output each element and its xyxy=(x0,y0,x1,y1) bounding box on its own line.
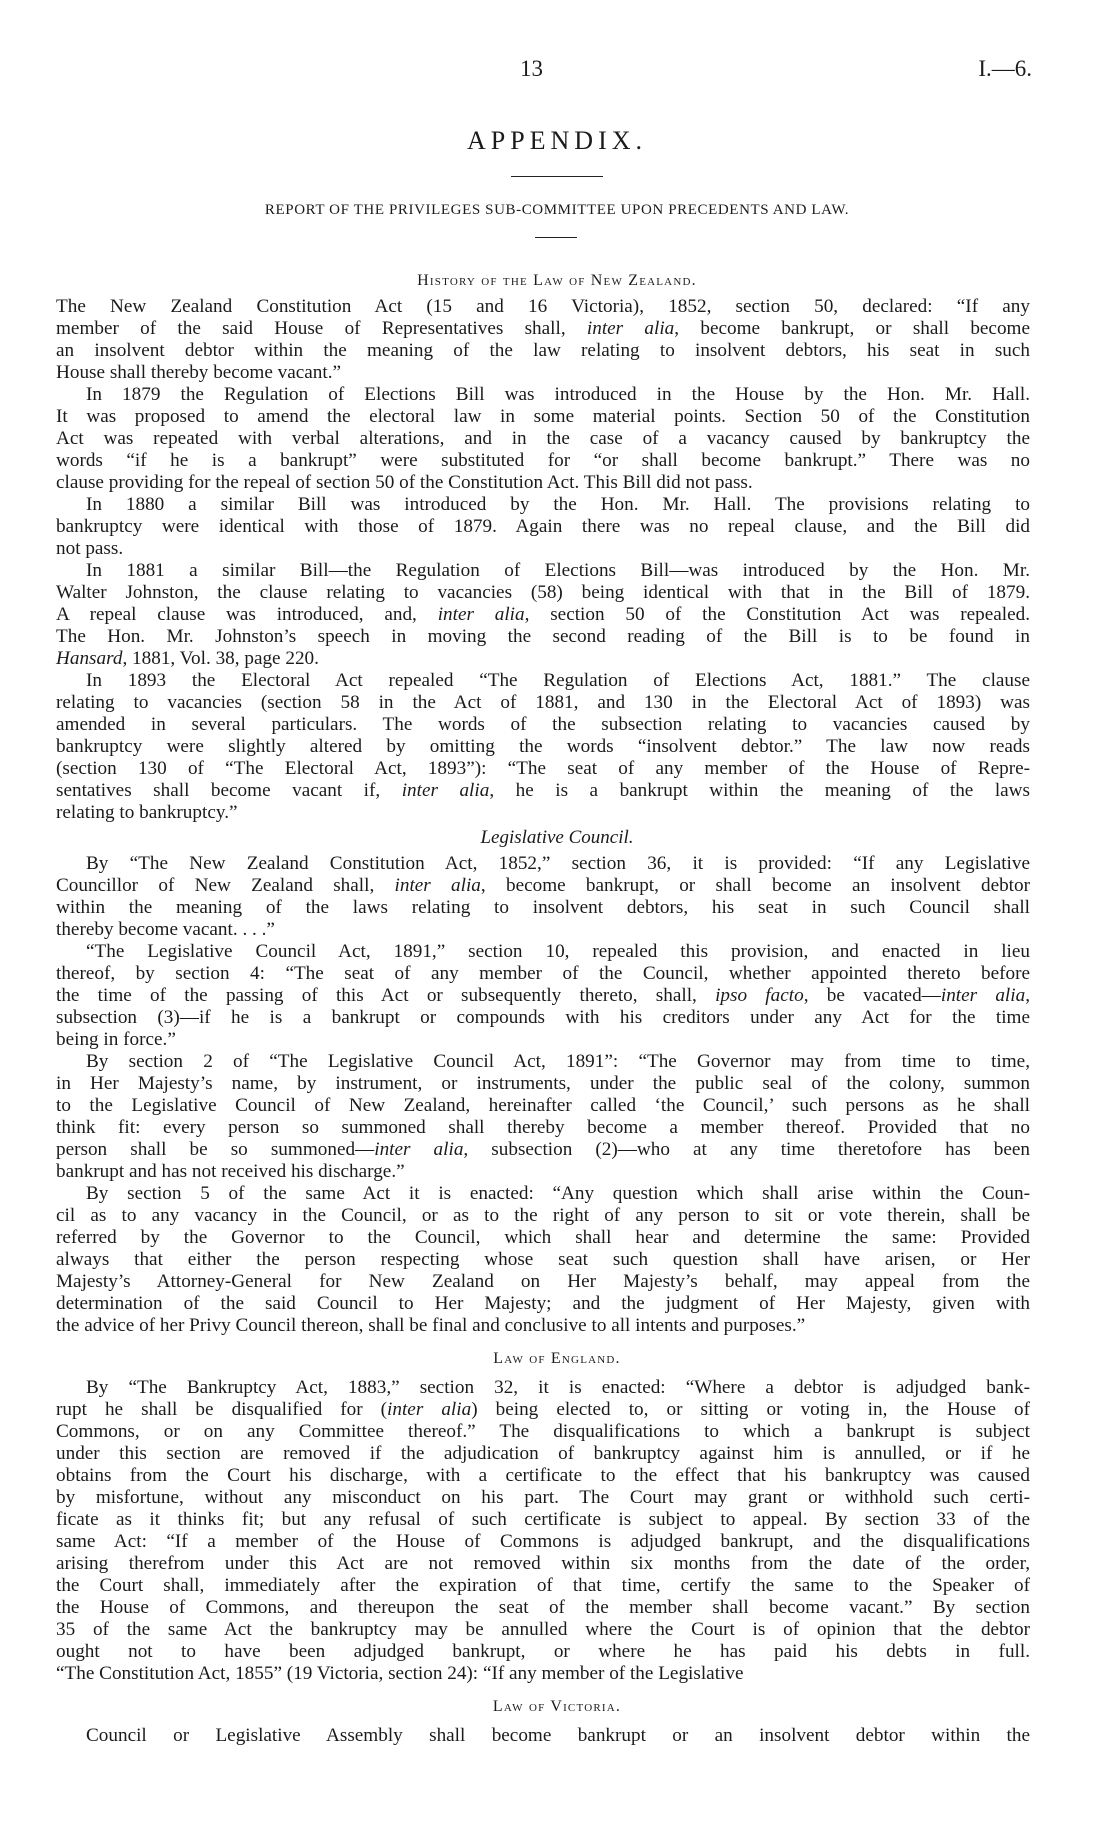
text-line: by misfortune, without any misconduct on his part. The Court may grant or withhold such certi- xyxy=(56,1487,1030,1508)
text-line: rupt he shall be disqualified for (inter alia) being elected to, or sitting or voting in, the House of xyxy=(56,1399,1031,1420)
text-line: think fit: every person so summoned shall thereby become a member thereof. Provided that no xyxy=(56,1117,1030,1138)
text-line: Council or Legislative Assembly shall become bankrupt or an insolvent debtor within the xyxy=(86,1725,1030,1746)
text-line: member of the said House of Representatives shall, inter alia, become bankrupt, or shall become xyxy=(56,318,1030,339)
text-line: arising therefrom under this Act are not removed within six months from the date of the order, xyxy=(56,1553,1030,1574)
text-line: same Act: “If a member of the House of Commons is adjudged bankrupt, and the disqualifications xyxy=(56,1531,1030,1552)
text-line: the time of the passing of this Act or subsequently thereto, shall, ipso facto, be vacated—inter alia, xyxy=(56,985,1030,1006)
appendix-title: APPENDIX. xyxy=(466,126,648,155)
text-line: obtains from the Court his discharge, with a certificate to the effect that his bankruptcy was caused xyxy=(56,1465,1030,1486)
text-line: Act was repeated with verbal alterations, and in the case of a vacancy caused by bankruptcy the xyxy=(56,428,1030,449)
text-line: ficate as it thinks fit; but any refusal of such certificate is subject to appeal. By section 33 of the xyxy=(56,1509,1030,1530)
text-line: subsection (3)—if he is a bankrupt or compounds with his creditors under any Act for the time xyxy=(56,1007,1030,1028)
text-line: House shall thereby become vacant.” xyxy=(56,362,342,383)
text-line: always that either the person respecting whose seat such question shall have arisen, or Her xyxy=(56,1249,1030,1270)
text-line: ought not to have been adjudged bankrupt, or where he has paid his debts in full. xyxy=(56,1641,1030,1662)
text-line: (section 130 of “The Electoral Act, 1893”): “The seat of any member of the House of Repre- xyxy=(56,758,1030,779)
title-rule xyxy=(511,176,603,177)
text-line: sentatives shall become vacant if, inter alia, he is a bankrupt within the meaning of the laws xyxy=(56,780,1030,801)
text-line: Walter Johnston, the clause relating to vacancies (58) being identical with that in the Bill of 1879. xyxy=(56,582,1030,603)
text-line: amended in several particulars. The words of the subsection relating to vacancies caused by xyxy=(56,714,1030,735)
text-line: In 1881 a similar Bill—the Regulation of Elections Bill—was introduced by the Hon. Mr. xyxy=(86,560,1030,581)
text-line: an insolvent debtor within the meaning of the law relating to insolvent debtors, his seat in such xyxy=(56,340,1030,361)
section-heading-england: Law of England. xyxy=(493,1350,621,1367)
text-line: person shall be so summoned—inter alia, subsection (2)—who at any time theretofore has been xyxy=(56,1139,1030,1160)
text-line: Hansard, 1881, Vol. 38, page 220. xyxy=(56,648,319,669)
document-reference: I.—6. xyxy=(978,56,1032,81)
text-line: bankruptcy were slightly altered by omitting the words “insolvent debtor.” The law now reads xyxy=(56,736,1030,757)
text-line: bankrupt and has not received his discharge.” xyxy=(56,1161,405,1182)
text-line: It was proposed to amend the electoral law in some material points. Section 50 of the Constitution xyxy=(56,406,1030,427)
text-line: By section 5 of the same Act it is enacted: “Any question which shall arise within the Coun- xyxy=(86,1183,1030,1204)
text-line: referred by the Governor to the Council, which shall hear and determine the same: Provided xyxy=(56,1227,1030,1248)
text-line: “The Constitution Act, 1855” (19 Victoria, section 24): “If any member of the Legislative xyxy=(56,1663,744,1684)
text-line: to the Legislative Council of New Zealand, hereinafter called ‘the Council,’ such persons as he shall xyxy=(56,1095,1030,1116)
subtitle-rule xyxy=(535,237,577,238)
text-line: bankruptcy were identical with those of 1879. Again there was no repeal clause, and the Bill did xyxy=(56,516,1030,537)
section-heading-victoria: Law of Victoria. xyxy=(492,1698,622,1715)
text-line: Commons, or on any Committee thereof.” The disqualifications to which a bankrupt is subject xyxy=(56,1421,1030,1442)
text-line: By “The New Zealand Constitution Act, 1852,” section 36, it is provided: “If any Legislative xyxy=(86,853,1030,874)
text-line: The New Zealand Constitution Act (15 and 16 Victoria), 1852, section 50, declared: “If any xyxy=(56,296,1030,317)
text-line: thereby become vacant. . . .” xyxy=(56,919,275,940)
text-line: not pass. xyxy=(56,538,124,559)
section-heading-history: History of the Law of New Zealand. xyxy=(417,272,697,289)
text-line: cil as to any vacancy in the Council, or as to the right of any person to sit or vote therein, shall be xyxy=(56,1205,1030,1226)
text-line: in Her Majesty’s name, by instrument, or instruments, under the public seal of the colony, summon xyxy=(56,1073,1030,1094)
page-number: 13 xyxy=(520,56,543,81)
text-line: thereof, by section 4: “The seat of any member of the Council, whether appointed thereto before xyxy=(56,963,1030,984)
text-line: being in force.” xyxy=(56,1029,176,1050)
text-line: “The Legislative Council Act, 1891,” section 10, repealed this provision, and enacted in lieu xyxy=(86,941,1030,962)
text-line: relating to vacancies (section 58 in the Act of 1881, and 130 in the Electoral Act of 1893) was xyxy=(56,692,1030,713)
report-subtitle: REPORT OF THE PRIVILEGES SUB-COMMITTEE UPON PRECEDENTS AND LAW. xyxy=(264,202,850,218)
text-line: By “The Bankruptcy Act, 1883,” section 32, it is enacted: “Where a debtor is adjudged bank- xyxy=(86,1377,1030,1398)
text-line: By section 2 of “The Legislative Council Act, 1891”: “The Governor may from time to time, xyxy=(86,1051,1030,1072)
text-line: In 1893 the Electoral Act repealed “The Regulation of Elections Act, 1881.” The clause xyxy=(86,670,1030,691)
text-line: clause providing for the repeal of section 50 of the Constitution Act. This Bill did not pass. xyxy=(56,472,753,493)
text-line: relating to bankruptcy.” xyxy=(56,802,238,823)
text-line: In 1879 the Regulation of Elections Bill was introduced in the House by the Hon. Mr. Hall. xyxy=(86,384,1030,405)
text-line: words “if he is a bankrupt” were substituted for “or shall become bankrupt.” There was no xyxy=(56,450,1030,471)
text-line: determination of the said Council to Her Majesty; and the judgment of Her Majesty, given with xyxy=(56,1293,1030,1314)
text-line: 35 of the same Act the bankruptcy may be annulled where the Court is of opinion that the debtor xyxy=(56,1619,1030,1640)
text-line: within the meaning of the laws relating to insolvent debtors, his seat in such Council shall xyxy=(56,897,1030,918)
text-line: the House of Commons, and thereupon the seat of the member shall become vacant.” By section xyxy=(56,1597,1030,1618)
section-heading-council: Legislative Council. xyxy=(480,827,634,848)
text-line: Councillor of New Zealand shall, inter alia, become bankrupt, or shall become an insolvent debtor xyxy=(56,875,1030,896)
text-line: The Hon. Mr. Johnston’s speech in moving the second reading of the Bill is to be found in xyxy=(56,626,1030,647)
text-line: under this section are removed if the adjudication of bankruptcy against him is annulled, or if he xyxy=(56,1443,1030,1464)
text-line: the advice of her Privy Council thereon, shall be final and conclusive to all intents and purposes.” xyxy=(56,1315,806,1336)
text-line: In 1880 a similar Bill was introduced by the Hon. Mr. Hall. The provisions relating to xyxy=(86,494,1030,515)
text-line: the Court shall, immediately after the expiration of that time, certify the same to the Speaker of xyxy=(56,1575,1030,1596)
text-line: Majesty’s Attorney-General for New Zealand on Her Majesty’s behalf, may appeal from the xyxy=(56,1271,1030,1292)
text-line: A repeal clause was introduced, and, inter alia, section 50 of the Constitution Act was repealed. xyxy=(56,604,1031,625)
